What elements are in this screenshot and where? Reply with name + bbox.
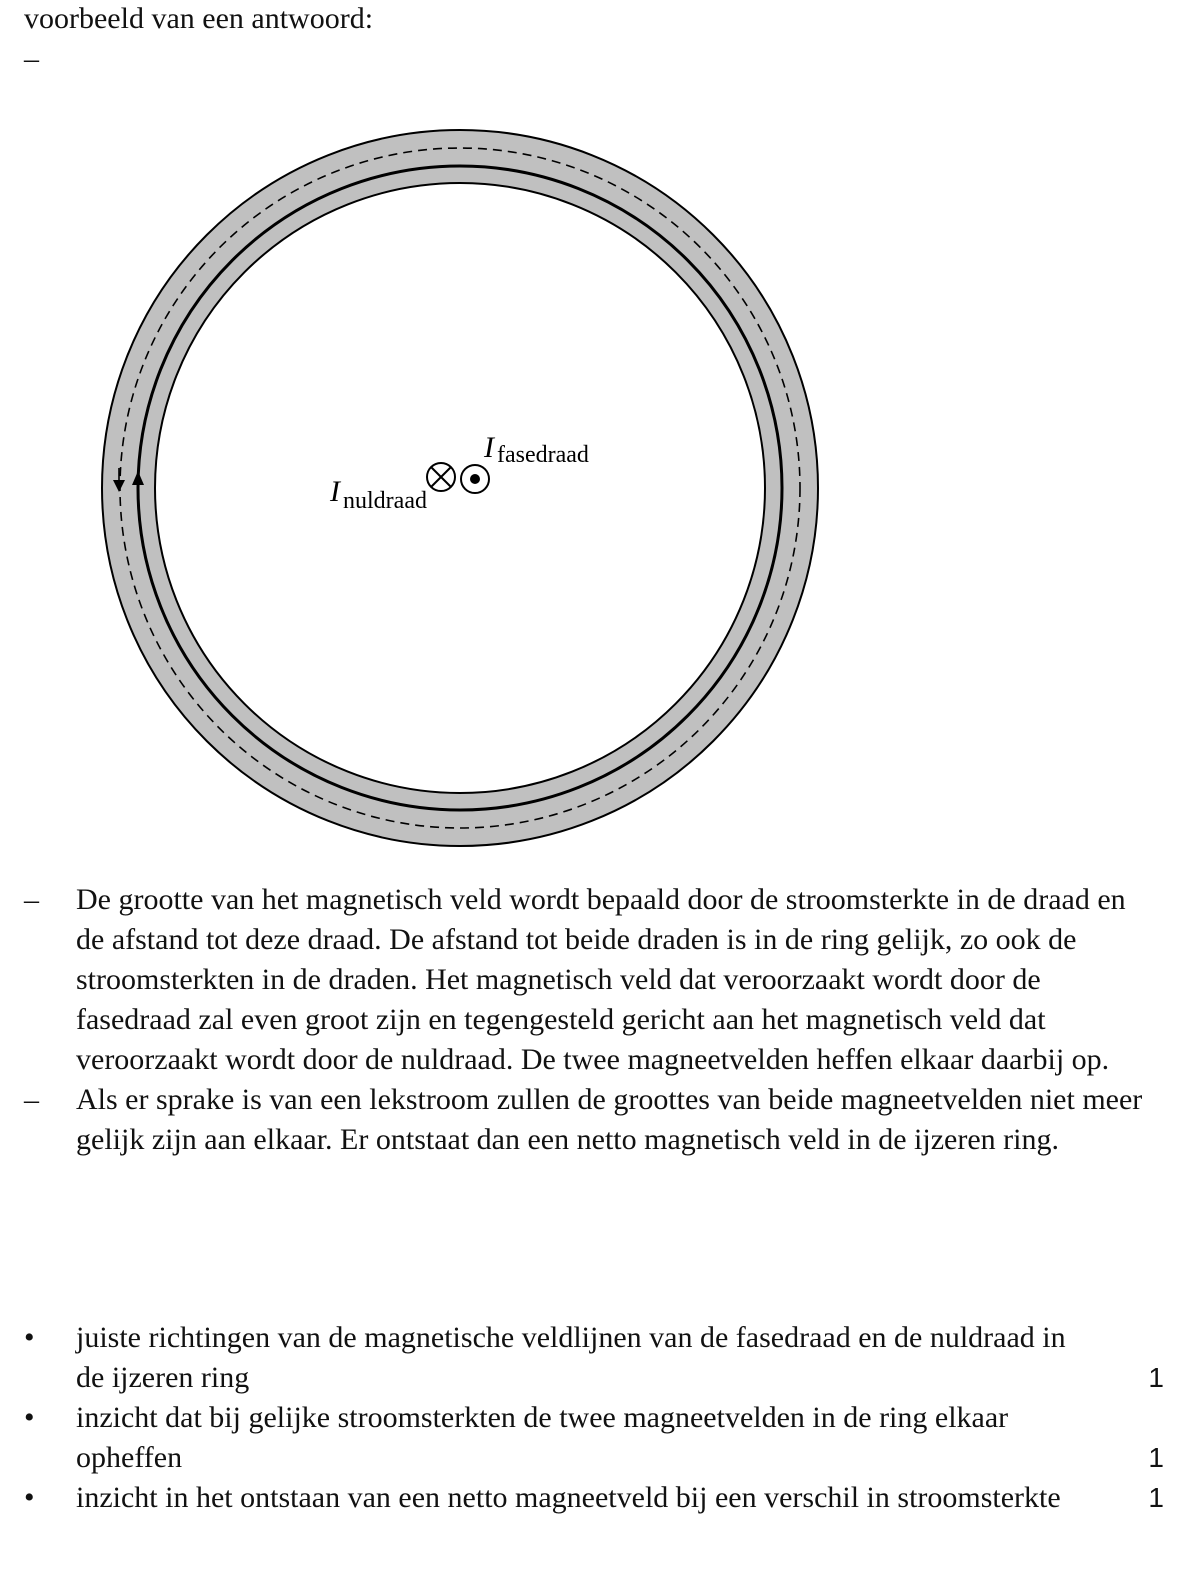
explanation-item — [24, 880, 1154, 1080]
bullet-marker: • — [24, 1401, 35, 1434]
iron-ring-inner — [155, 183, 765, 793]
dash-marker: – — [24, 883, 39, 916]
iron-ring-figure — [0, 100, 1180, 860]
phase-current-subscript: fasedraad — [497, 442, 589, 468]
explanation-list — [24, 880, 1154, 1160]
neutral-current-subscript: nuldraad — [343, 488, 427, 514]
explanation-item — [24, 1080, 1154, 1160]
criterion-text: inzicht in het ontstaan van een netto magneetveld bij een verschil in stroomsterkte — [76, 1481, 1061, 1514]
dash-marker: – — [24, 1083, 39, 1116]
bullet-marker: • — [24, 1481, 35, 1514]
bullet-marker: • — [24, 1321, 35, 1354]
explanation-text: De grootte van het magnetisch veld wordt bepaald door de stroomsterkte in de draad en de afstand tot deze draad. De afstand tot beide draden is in de ring gelijk, zo ook de stroomsterkten in de draden. Het magnetisch veld dat veroorzaakt wordt door de fasedraad zal even groot zijn en tegengesteld gericht aan het magnetisch veld dat veroorzaakt wordt door de nuldraad. De twee magneetvelden heffen elkaar daarbij op. — [76, 883, 1126, 1076]
criterion-text: inzicht dat bij gelijke stroomsterkten de twee magneetvelden in de ring elkaar opheffen — [76, 1401, 1009, 1474]
phase-wire-out-of-page-icon — [461, 465, 489, 493]
scoring-criteria-list — [24, 1318, 1164, 1518]
neutral-current-label: I — [330, 475, 340, 508]
criterion-item — [24, 1318, 1164, 1398]
intro-dash: – — [24, 42, 39, 75]
criterion-item — [24, 1478, 1164, 1518]
criterion-item — [24, 1398, 1164, 1478]
neutral-wire-into-page-icon — [427, 463, 455, 491]
criterion-score: 1 — [1148, 1482, 1164, 1513]
criterion-score: 1 — [1148, 1362, 1164, 1393]
criterion-text: juiste richtingen van de magnetische veldlijnen van de fasedraad en de nuldraad in de ijzeren ring — [76, 1321, 1066, 1394]
answer-intro: voorbeeld van een antwoord: — [24, 2, 374, 35]
phase-current-label: I — [484, 431, 494, 464]
criterion-score: 1 — [1148, 1442, 1164, 1473]
explanation-text: Als er sprake is van een lekstroom zullen de groottes van beide magneetvelden niet meer gelijk zijn aan elkaar. Er ontstaat dan een netto magnetisch veld in de ijzeren ring. — [76, 1083, 1143, 1156]
